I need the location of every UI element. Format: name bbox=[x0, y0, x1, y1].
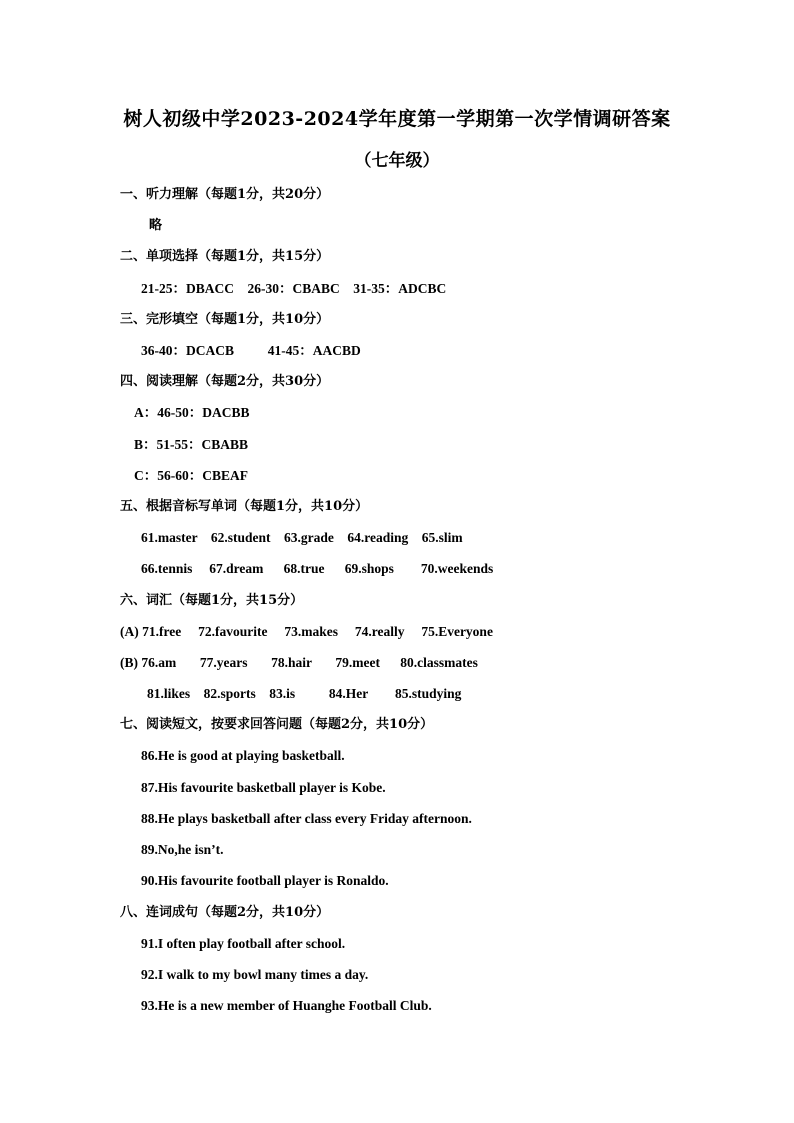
section-heading-single-choice: 二、单项选择（每题1分，共15分） bbox=[120, 249, 330, 264]
answer-line: 87.His favourite basketball player is Kobe. bbox=[141, 780, 386, 795]
answer-line: 92.I walk to my bowl many times a day. bbox=[141, 967, 369, 982]
answer-line: 93.He is a new member of Huanghe Football Club. bbox=[141, 998, 432, 1013]
section-heading-phonetic-words: 五、根据音标写单词（每题1分，共10分） bbox=[120, 499, 369, 514]
answer-line: C：56-60：CBEAF bbox=[134, 468, 248, 483]
answer-line: 略 bbox=[149, 218, 163, 233]
answer-line: 66.tennis 67.dream 68.true 69.shops 70.weekends bbox=[141, 561, 494, 576]
answer-line: 91.I often play football after school. bbox=[141, 936, 346, 951]
answer-line: (B) 76.am 77.years 78.hair 79.meet 80.classmates bbox=[120, 655, 478, 670]
answer-line: 21-25：DBACC 26-30：CBABC 31-35：ADCBC bbox=[141, 281, 447, 296]
answer-line: 89.No,he isn’t. bbox=[141, 842, 224, 857]
answer-line: 36-40：DCACB 41-45：AACBD bbox=[141, 343, 361, 358]
section-heading-reading-questions: 七、阅读短文，按要求回答问题（每题2分，共10分） bbox=[120, 717, 434, 732]
answer-line: 86.He is good at playing basketball. bbox=[141, 748, 345, 763]
answer-line: 90.His favourite football player is Ronaldo. bbox=[141, 873, 389, 888]
section-heading-sentence-building: 八、连词成句（每题2分，共10分） bbox=[120, 905, 330, 920]
answer-line: A：46-50：DACBB bbox=[134, 405, 250, 420]
answer-line: B：51-55：CBABB bbox=[134, 437, 249, 452]
section-heading-reading: 四、阅读理解（每题2分，共30分） bbox=[120, 374, 330, 389]
section-heading-vocabulary: 六、词汇（每题1分，共15分） bbox=[120, 593, 304, 608]
document-title: 树人初级中学2023-2024学年度第一学期第一次学情调研答案 bbox=[123, 108, 671, 130]
answer-line: 61.master 62.student 63.grade 64.reading 65.slim bbox=[141, 530, 463, 545]
document-subtitle: （七年级） bbox=[354, 151, 440, 171]
answer-line: (A) 71.free 72.favourite 73.makes 74.really 75.Everyone bbox=[120, 624, 493, 639]
answer-line: 88.He plays basketball after class every Friday afternoon. bbox=[141, 811, 472, 826]
section-heading-cloze: 三、完形填空（每题1分，共10分） bbox=[120, 312, 330, 327]
answer-line: 81.likes 82.sports 83.is 84.Her 85.studying bbox=[147, 686, 462, 701]
section-heading-listening: 一、听力理解（每题1分，共20分） bbox=[120, 187, 330, 202]
